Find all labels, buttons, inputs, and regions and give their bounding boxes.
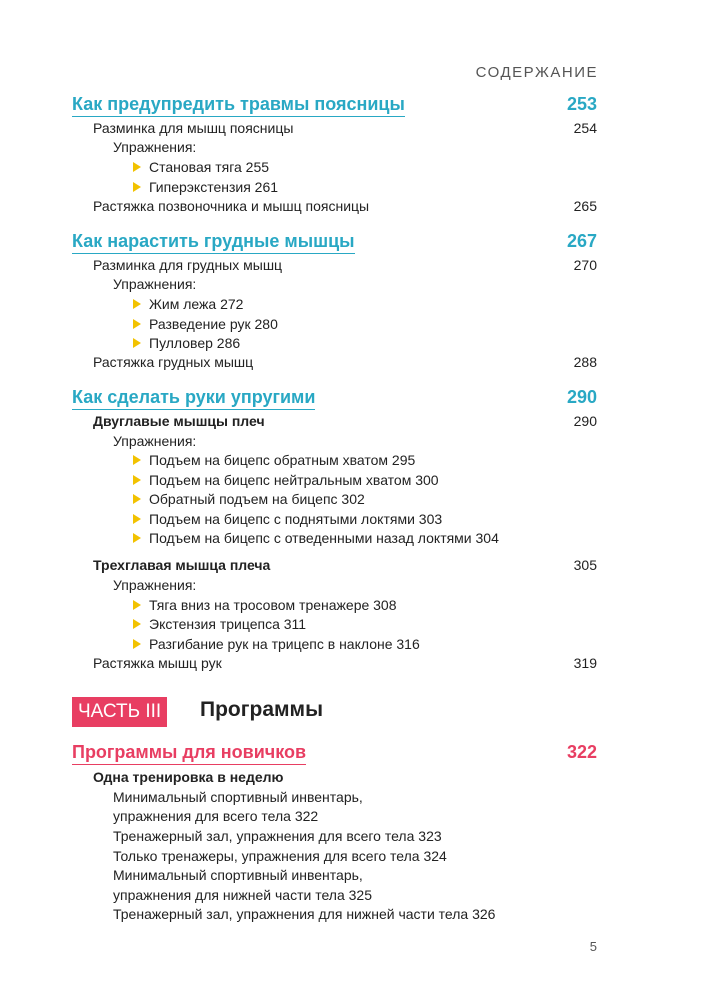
bullet-triangle-icon <box>133 182 141 192</box>
toc-entry[interactable]: Растяжка мышц рук <box>93 655 222 671</box>
bullet-triangle-icon <box>133 338 141 348</box>
program-entry[interactable]: Тренажерный зал, упражнения для всего тела 323 <box>113 828 442 844</box>
program-entry[interactable]: Минимальный спортивный инвентарь, <box>113 867 363 883</box>
bullet-triangle-icon <box>133 299 141 309</box>
toc-entry[interactable]: Растяжка грудных мышц <box>93 354 254 370</box>
exercise-entry[interactable]: Разгибание рук на трицепс в наклоне 316 <box>133 636 420 652</box>
toc-entry[interactable]: Разминка для мышц поясницы <box>93 120 294 136</box>
exercise-entry[interactable]: Жим лежа 272 <box>133 296 243 312</box>
exercise-entry[interactable]: Становая тяга 255 <box>133 159 269 175</box>
bullet-triangle-icon <box>133 533 141 543</box>
running-header: СОДЕРЖАНИЕ <box>475 64 598 81</box>
section-title-arms[interactable]: Как сделать руки упругими <box>72 387 315 410</box>
bullet-triangle-icon <box>133 455 141 465</box>
program-entry[interactable]: Минимальный спортивный инвентарь, <box>113 789 363 805</box>
section-page: 267 <box>566 231 597 251</box>
exercise-entry[interactable]: Подъем на бицепс нейтральным хватом 300 <box>133 472 439 488</box>
toc-page: 319 <box>573 655 597 671</box>
exercise-entry[interactable]: Экстензия трицепса 311 <box>133 616 306 632</box>
part-label-badge: ЧАСТЬ III <box>72 697 167 727</box>
page-number: 5 <box>589 939 597 954</box>
toc-page: 270 <box>573 257 597 273</box>
program-entry[interactable]: Только тренажеры, упражнения для всего тела 324 <box>113 848 447 864</box>
section-title-beginner-programs[interactable]: Программы для новичков <box>72 742 306 765</box>
toc-subsection[interactable]: Одна тренировка в неделю <box>93 769 284 785</box>
toc-page: 254 <box>573 120 597 136</box>
exercise-entry[interactable]: Тяга вниз на тросовом тренажере 308 <box>133 597 397 613</box>
toc-subsection[interactable]: Двуглавые мышцы плеч <box>93 413 265 429</box>
section-title-chest[interactable]: Как нарастить грудные мышцы <box>72 231 355 254</box>
exercises-label: Упражнения: <box>113 577 197 593</box>
program-entry[interactable]: упражнения для нижней части тела 325 <box>113 887 372 903</box>
section-page: 322 <box>566 742 597 762</box>
toc-entry[interactable]: Разминка для грудных мышц <box>93 257 283 273</box>
section-page: 290 <box>566 387 597 407</box>
bullet-triangle-icon <box>133 619 141 629</box>
bullet-triangle-icon <box>133 514 141 524</box>
toc-page: 288 <box>573 354 597 370</box>
section-page: 253 <box>566 94 597 114</box>
toc-page: 290 <box>573 413 597 429</box>
exercises-label: Упражнения: <box>113 276 197 292</box>
bullet-triangle-icon <box>133 475 141 485</box>
toc-page: 305 <box>573 557 597 573</box>
toc-entry[interactable]: Растяжка позвоночника и мышц поясницы <box>93 198 370 214</box>
toc-subsection[interactable]: Трехглавая мышца плеча <box>93 557 271 573</box>
exercises-label: Упражнения: <box>113 433 197 449</box>
exercise-entry[interactable]: Обратный подъем на бицепс 302 <box>133 491 365 507</box>
bullet-triangle-icon <box>133 494 141 504</box>
bullet-triangle-icon <box>133 162 141 172</box>
toc-page: 265 <box>573 198 597 214</box>
section-title-lower-back[interactable]: Как предупредить травмы поясницы <box>72 94 405 117</box>
bullet-triangle-icon <box>133 600 141 610</box>
exercise-entry[interactable]: Подъем на бицепс обратным хватом 295 <box>133 452 415 468</box>
bullet-triangle-icon <box>133 639 141 649</box>
exercise-entry[interactable]: Пулловер 286 <box>133 335 240 351</box>
exercise-entry[interactable]: Гиперэкстензия 261 <box>133 179 278 195</box>
exercises-label: Упражнения: <box>113 139 197 155</box>
exercise-entry[interactable]: Подъем на бицепс с поднятыми локтями 303 <box>133 511 442 527</box>
part-title: Программы <box>200 698 324 721</box>
program-entry[interactable]: Тренажерный зал, упражнения для нижней части тела 326 <box>113 906 496 922</box>
bullet-triangle-icon <box>133 319 141 329</box>
program-entry[interactable]: упражнения для всего тела 322 <box>113 808 319 824</box>
exercise-entry[interactable]: Подъем на бицепс с отведенными назад локтями 304 <box>133 530 499 546</box>
exercise-entry[interactable]: Разведение рук 280 <box>133 316 278 332</box>
